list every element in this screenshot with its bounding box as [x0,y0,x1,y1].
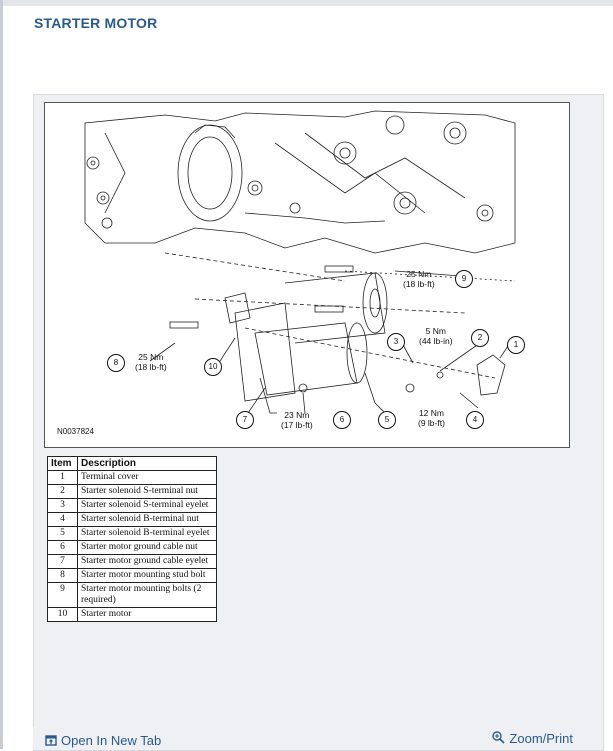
table-row [48,608,217,622]
table-row [48,527,217,541]
item-number: 9 [48,583,78,608]
open-in-new-tab-label: Open In New Tab [61,733,162,748]
item-number: 3 [48,499,78,513]
torque-value-imperial: (18 lb-ft) [135,362,167,372]
column-header-item: Item [48,457,78,471]
item-description: Starter solenoid B-terminal eyelet [78,527,217,541]
exploded-view-drawing [45,103,569,447]
item-description: Starter motor ground cable eyelet [78,555,217,569]
figure-id: N0037824 [57,427,94,436]
item-number: 7 [48,555,78,569]
torque-label-8 [135,352,167,372]
item-number: 6 [48,541,78,555]
item-description: Starter motor [78,608,217,622]
item-description: Terminal cover [78,471,217,485]
torque-value-imperial: (17 lb-ft) [281,420,313,430]
callout-1: 1 [507,336,525,354]
item-description: Starter solenoid S-terminal nut [78,485,217,499]
torque-value-imperial: (9 lb-ft) [418,418,445,428]
torque-label-4 [418,408,445,428]
item-description-table [47,456,217,622]
table-row [48,569,217,583]
table-header-row [48,457,217,471]
table-row [48,541,217,555]
torque-value: 25 Nm [406,269,432,279]
callout-5: 5 [378,411,396,429]
torque-value: 5 Nm [425,326,446,336]
top-bar [0,0,613,6]
left-edge [0,0,3,749]
torque-value-imperial: (44 lb-in) [419,336,453,346]
page-title: STARTER MOTOR [34,15,158,31]
starter-motor-diagram [44,102,570,448]
callout-10: 10 [204,358,222,376]
torque-label-9 [403,269,435,289]
item-number: 1 [48,471,78,485]
torque-value: 25 Nm [138,352,164,362]
open-in-new-tab-link[interactable] [45,733,161,749]
callout-9: 9 [455,270,473,288]
item-description: Starter motor ground cable nut [78,541,217,555]
table-row [48,499,217,513]
table-row [48,471,217,485]
item-number: 4 [48,513,78,527]
callout-2: 2 [471,329,489,347]
torque-value: 23 Nm [284,410,310,420]
item-description: Starter motor mounting bolts (2 required) [78,583,217,608]
column-header-description: Description [78,457,217,471]
table-row [48,513,217,527]
callout-6: 6 [333,411,351,429]
table-row [48,583,217,608]
item-description: Starter motor mounting stud bolt [78,569,217,583]
table-row [48,555,217,569]
torque-value-imperial: (18 lb-ft) [403,279,435,289]
zoom-print-label: Zoom/Print [509,731,573,746]
callout-4: 4 [466,411,484,429]
torque-label-6 [281,410,313,430]
item-number: 5 [48,527,78,541]
item-description: Starter solenoid S-terminal eyelet [78,499,217,513]
callout-3: 3 [387,333,405,351]
item-number: 10 [48,608,78,622]
table-row [48,485,217,499]
open-in-new-tab-icon [45,734,57,749]
zoom-print-link[interactable] [492,731,573,747]
torque-label-2 [419,326,453,346]
torque-value: 12 Nm [418,408,444,418]
item-description: Starter solenoid B-terminal nut [78,513,217,527]
callout-8: 8 [107,354,125,372]
item-number: 8 [48,569,78,583]
callout-7: 7 [236,411,254,429]
item-number: 2 [48,485,78,499]
zoom-magnifier-icon [492,731,505,747]
